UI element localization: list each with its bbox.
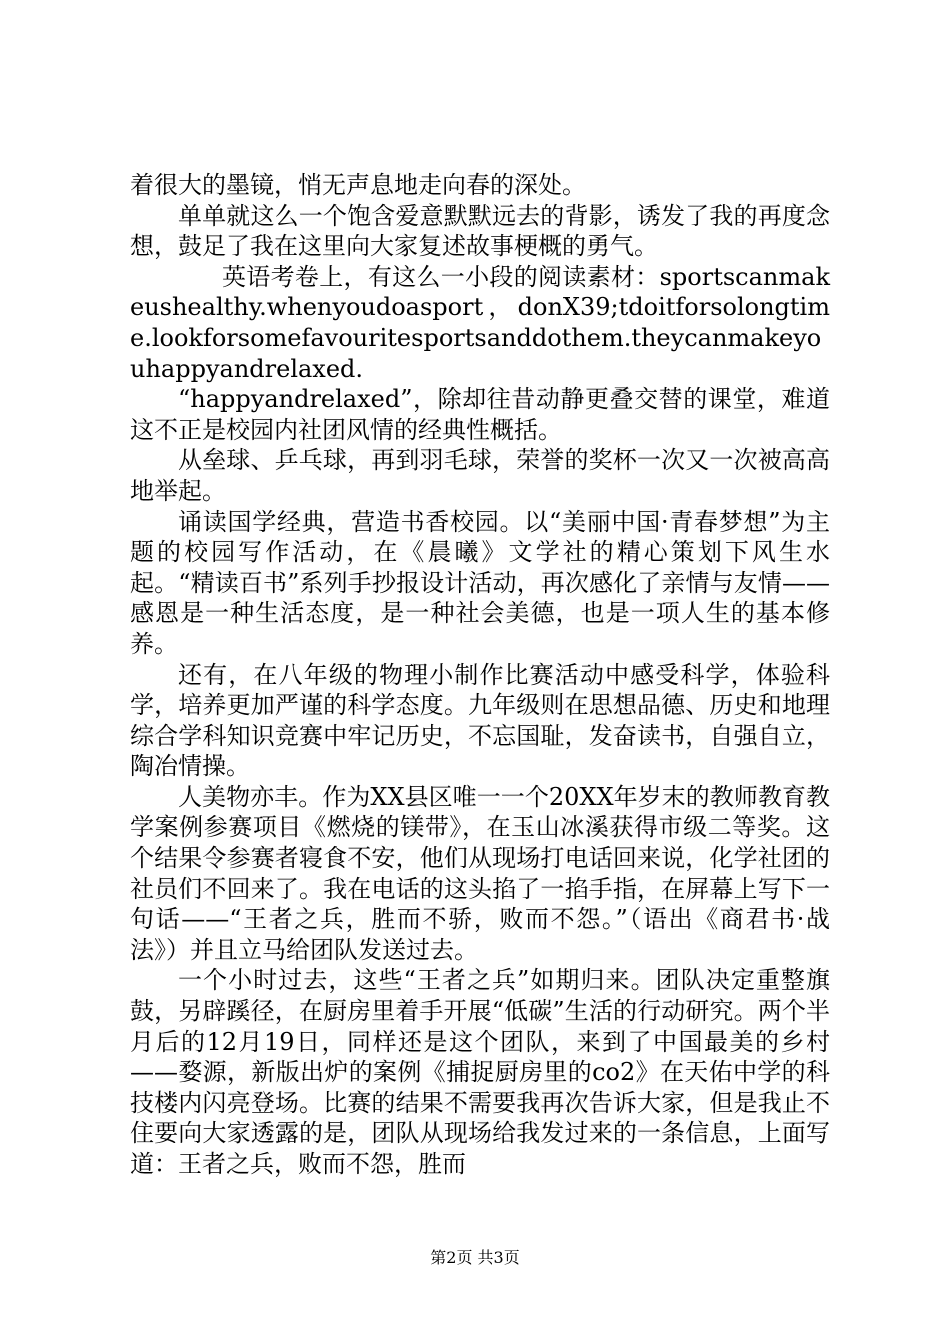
- page-number-label: 第2页 共3页: [430, 1248, 520, 1267]
- paragraph-3: 英语考卷上，有这么一小段的阅读素材：sportscanmakeushealthy.whenyoudoasport，donX39;tdoitforsolongtime.lookforsomefavouritesportsanddothem.theycanmakeyouhappyandrelaxed.: [130, 262, 830, 383]
- document-body: [130, 170, 830, 1180]
- paragraph-1: 着很大的墨镜，悄无声息地走向春的深处。: [130, 171, 586, 199]
- paragraph-2: 单单就这么一个饱含爱意默默远去的背影，诱发了我的再度念想，鼓足了我在这里向大家复述故事梗概的勇气。: [130, 201, 830, 261]
- paragraph-7: 还有，在八年级的物理小制作比赛活动中感受科学，体验科学，培养更加严谨的科学态度。九年级则在思想品德、历史和地理综合学科知识竞赛中牢记历史，不忘国耻，发奋读书，自强自立，陶冶情操。: [130, 660, 830, 781]
- paragraph-6: 诵读国学经典，营造书香校园。以“美丽中国·青春梦想”为主题的校园写作活动，在《晨曦》文学社的精心策划下风生水起。“精读百书”系列手抄报设计活动，再次感化了亲情与友情——感恩是一种生活态度，是一种社会美德，也是一项人生的基本修养。: [130, 507, 830, 658]
- page-footer: [0, 1245, 950, 1268]
- paragraph-9: 一个小时过去，这些“王者之兵”如期归来。团队决定重整旗鼓，另辟蹊径，在厨房里着手开展“低碳”生活的行动研究。两个半月后的12月19日，同样还是这个团队，来到了中国最美的乡村——婺源，新版出炉的案例《捕捉厨房里的co2》在天佑中学的科技楼内闪亮登场。比赛的结果不需要我再次告诉大家，但是我止不住要向大家透露的是，团队从现场给我发过来的一条信息，上面写道：王者之兵，败而不怨，胜而: [130, 966, 830, 1178]
- paragraph-4: “happyandrelaxed”，除却往昔动静更叠交替的课堂，难道这不正是校园内社团风情的经典性概括。: [130, 385, 830, 444]
- paragraph-8: 人美物亦丰。作为XX县区唯一一个20XX年岁末的教师教育教学案例参赛项目《燃烧的镁带》，在玉山冰溪获得市级二等奖。这个结果令参赛者寝食不安，他们从现场打电话回来说，化学社团的社员们不回来了。我在电话的这头掐了一掐手指，在屏幕上写下一句话——“王者之兵，胜而不骄，败而不怨。”（语出《商君书·战法》）并且立马给团队发送过去。: [130, 782, 830, 964]
- paragraph-5: 从垒球、乒乓球，再到羽毛球，荣誉的奖杯一次又一次被高高地举起。: [130, 446, 830, 505]
